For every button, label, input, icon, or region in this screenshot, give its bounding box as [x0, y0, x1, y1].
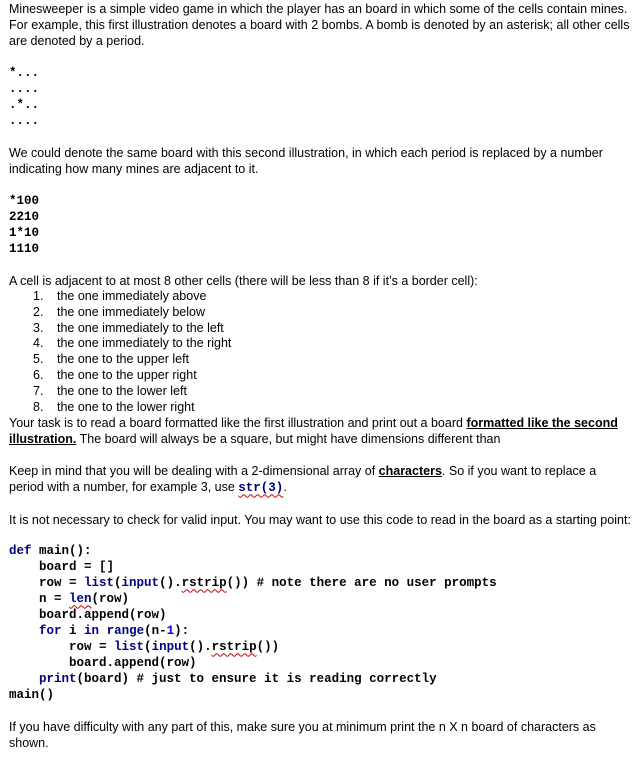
code-text: row = — [9, 576, 85, 591]
code-text: (row) — [91, 592, 130, 607]
code-line — [9, 575, 633, 591]
adjacent-list — [9, 289, 633, 415]
board1-row: *... — [9, 66, 40, 80]
list-item-number: 6. — [33, 367, 44, 382]
board2-row: 1110 — [9, 242, 40, 256]
code-line — [9, 671, 633, 687]
code-builtin: range — [106, 624, 145, 639]
code-number: 1 — [166, 624, 175, 639]
code-line — [9, 623, 633, 639]
board2-row: *100 — [9, 194, 40, 208]
code-builtin: len — [69, 592, 92, 607]
code-text: (n- — [144, 624, 167, 639]
code-keyword: for — [39, 624, 62, 639]
keep-text: Keep in mind that you will be dealing with a 2-dimensional array of — [9, 464, 379, 479]
list-item-text: the one to the lower left — [57, 383, 187, 398]
code-builtin: input — [151, 640, 190, 655]
code-text: rstrip — [211, 640, 257, 655]
code-builtin: list — [84, 576, 115, 591]
list-item — [9, 352, 633, 368]
closing-paragraph: If you have difficulty with any part of this, make sure you at minimum print the n X n board of characters as shown. — [9, 720, 596, 751]
code-line — [9, 543, 633, 559]
code-text: main(): — [31, 544, 92, 559]
input-note-paragraph: It is not necessary to check for valid input. You may want to use this code to read in the board as a starting point: — [9, 513, 631, 528]
code-text: ()) # note there are no user prompts — [226, 576, 497, 591]
intro-paragraph: Minesweeper is a simple video game in which the player has an board in which some of the cells contain mines. For example, this first illustration denotes a board with 2 bombs. A bomb is denoted by an asterisk; all other cells are denoted by a period. — [9, 2, 630, 48]
keep-text-after: . — [283, 480, 287, 495]
list-item — [9, 384, 633, 400]
board-illustration-2 — [9, 193, 633, 257]
code-keyword: def — [9, 544, 32, 559]
second-paragraph: We could denote the same board with this second illustration, in which each period is replaced by a number indicating how many mines are adjacent to it. — [9, 146, 603, 176]
document-page — [9, 0, 633, 751]
code-text: ( — [144, 640, 152, 655]
code-text: rstrip — [181, 576, 227, 591]
list-item-number: 5. — [33, 352, 44, 367]
code-block — [9, 543, 633, 703]
board1-row: .... — [9, 82, 40, 96]
code-builtin: input — [121, 576, 160, 591]
board1-row: .*.. — [9, 98, 40, 112]
list-item — [9, 368, 633, 384]
list-item-text: the one to the upper left — [57, 352, 190, 367]
list-item-number: 4. — [33, 336, 44, 351]
inline-code-str: str(3) — [238, 481, 284, 496]
code-text: ): — [174, 624, 190, 639]
task-emphasis: formatted like the second illustration. — [9, 416, 618, 447]
list-item-text: the one immediately above — [57, 289, 207, 303]
code-line — [9, 639, 633, 655]
code-text: (). — [159, 576, 182, 591]
list-item-text: the one to the lower right — [57, 399, 195, 414]
code-text — [9, 624, 39, 638]
list-item-text: the one immediately below — [57, 304, 205, 319]
board2-row: 2210 — [9, 210, 40, 224]
code-text: row = — [9, 640, 115, 655]
code-text: (). — [189, 640, 212, 655]
code-line — [9, 591, 633, 607]
list-item-text: the one immediately to the left — [57, 320, 224, 335]
code-text: ( — [114, 576, 122, 591]
board1-row: .... — [9, 114, 40, 128]
list-item-text: the one to the upper right — [57, 367, 197, 382]
list-item-number: 7. — [33, 383, 44, 398]
list-item-text: the one immediately to the right — [57, 336, 232, 351]
list-item — [9, 305, 633, 321]
code-line: board = [] — [9, 560, 115, 575]
code-line: board.append(row) — [9, 656, 197, 671]
keep-text-middle: . So if you want to replace a period with a number, for example 3, use — [9, 464, 597, 495]
keep-paragraph — [9, 463, 633, 496]
list-item-number: 3. — [33, 320, 44, 335]
code-builtin: list — [114, 640, 145, 655]
list-item — [9, 289, 633, 305]
list-item-number: 1. — [33, 289, 44, 303]
code-builtin: print — [39, 672, 77, 687]
list-item-number: 2. — [33, 304, 44, 319]
keep-emphasis: characters — [378, 464, 442, 479]
code-text: i — [61, 624, 85, 639]
list-item — [9, 321, 633, 337]
code-text — [9, 672, 39, 686]
task-text: Your task is to read a board formatted like the first illustration and print out a board — [9, 416, 467, 431]
code-keyword: in — [84, 624, 100, 639]
code-text: (board) # just to ensure it is reading correctly — [76, 672, 437, 687]
code-text: n = — [9, 592, 70, 607]
list-item-number: 8. — [33, 399, 44, 414]
code-text — [99, 624, 107, 638]
board-illustration-1 — [9, 65, 633, 129]
list-item — [9, 336, 633, 352]
board2-row: 1*10 — [9, 226, 40, 240]
list-item — [9, 400, 633, 416]
adjacent-intro: A cell is adjacent to at most 8 other cells (there will be less than 8 if it’s a border cell): — [9, 274, 478, 288]
code-line: board.append(row) — [9, 608, 167, 623]
task-paragraph — [9, 415, 633, 447]
code-text: ()) — [256, 640, 280, 655]
task-text-after: The board will always be a square, but might have dimensions different than — [76, 432, 501, 447]
code-line: main() — [9, 688, 55, 703]
